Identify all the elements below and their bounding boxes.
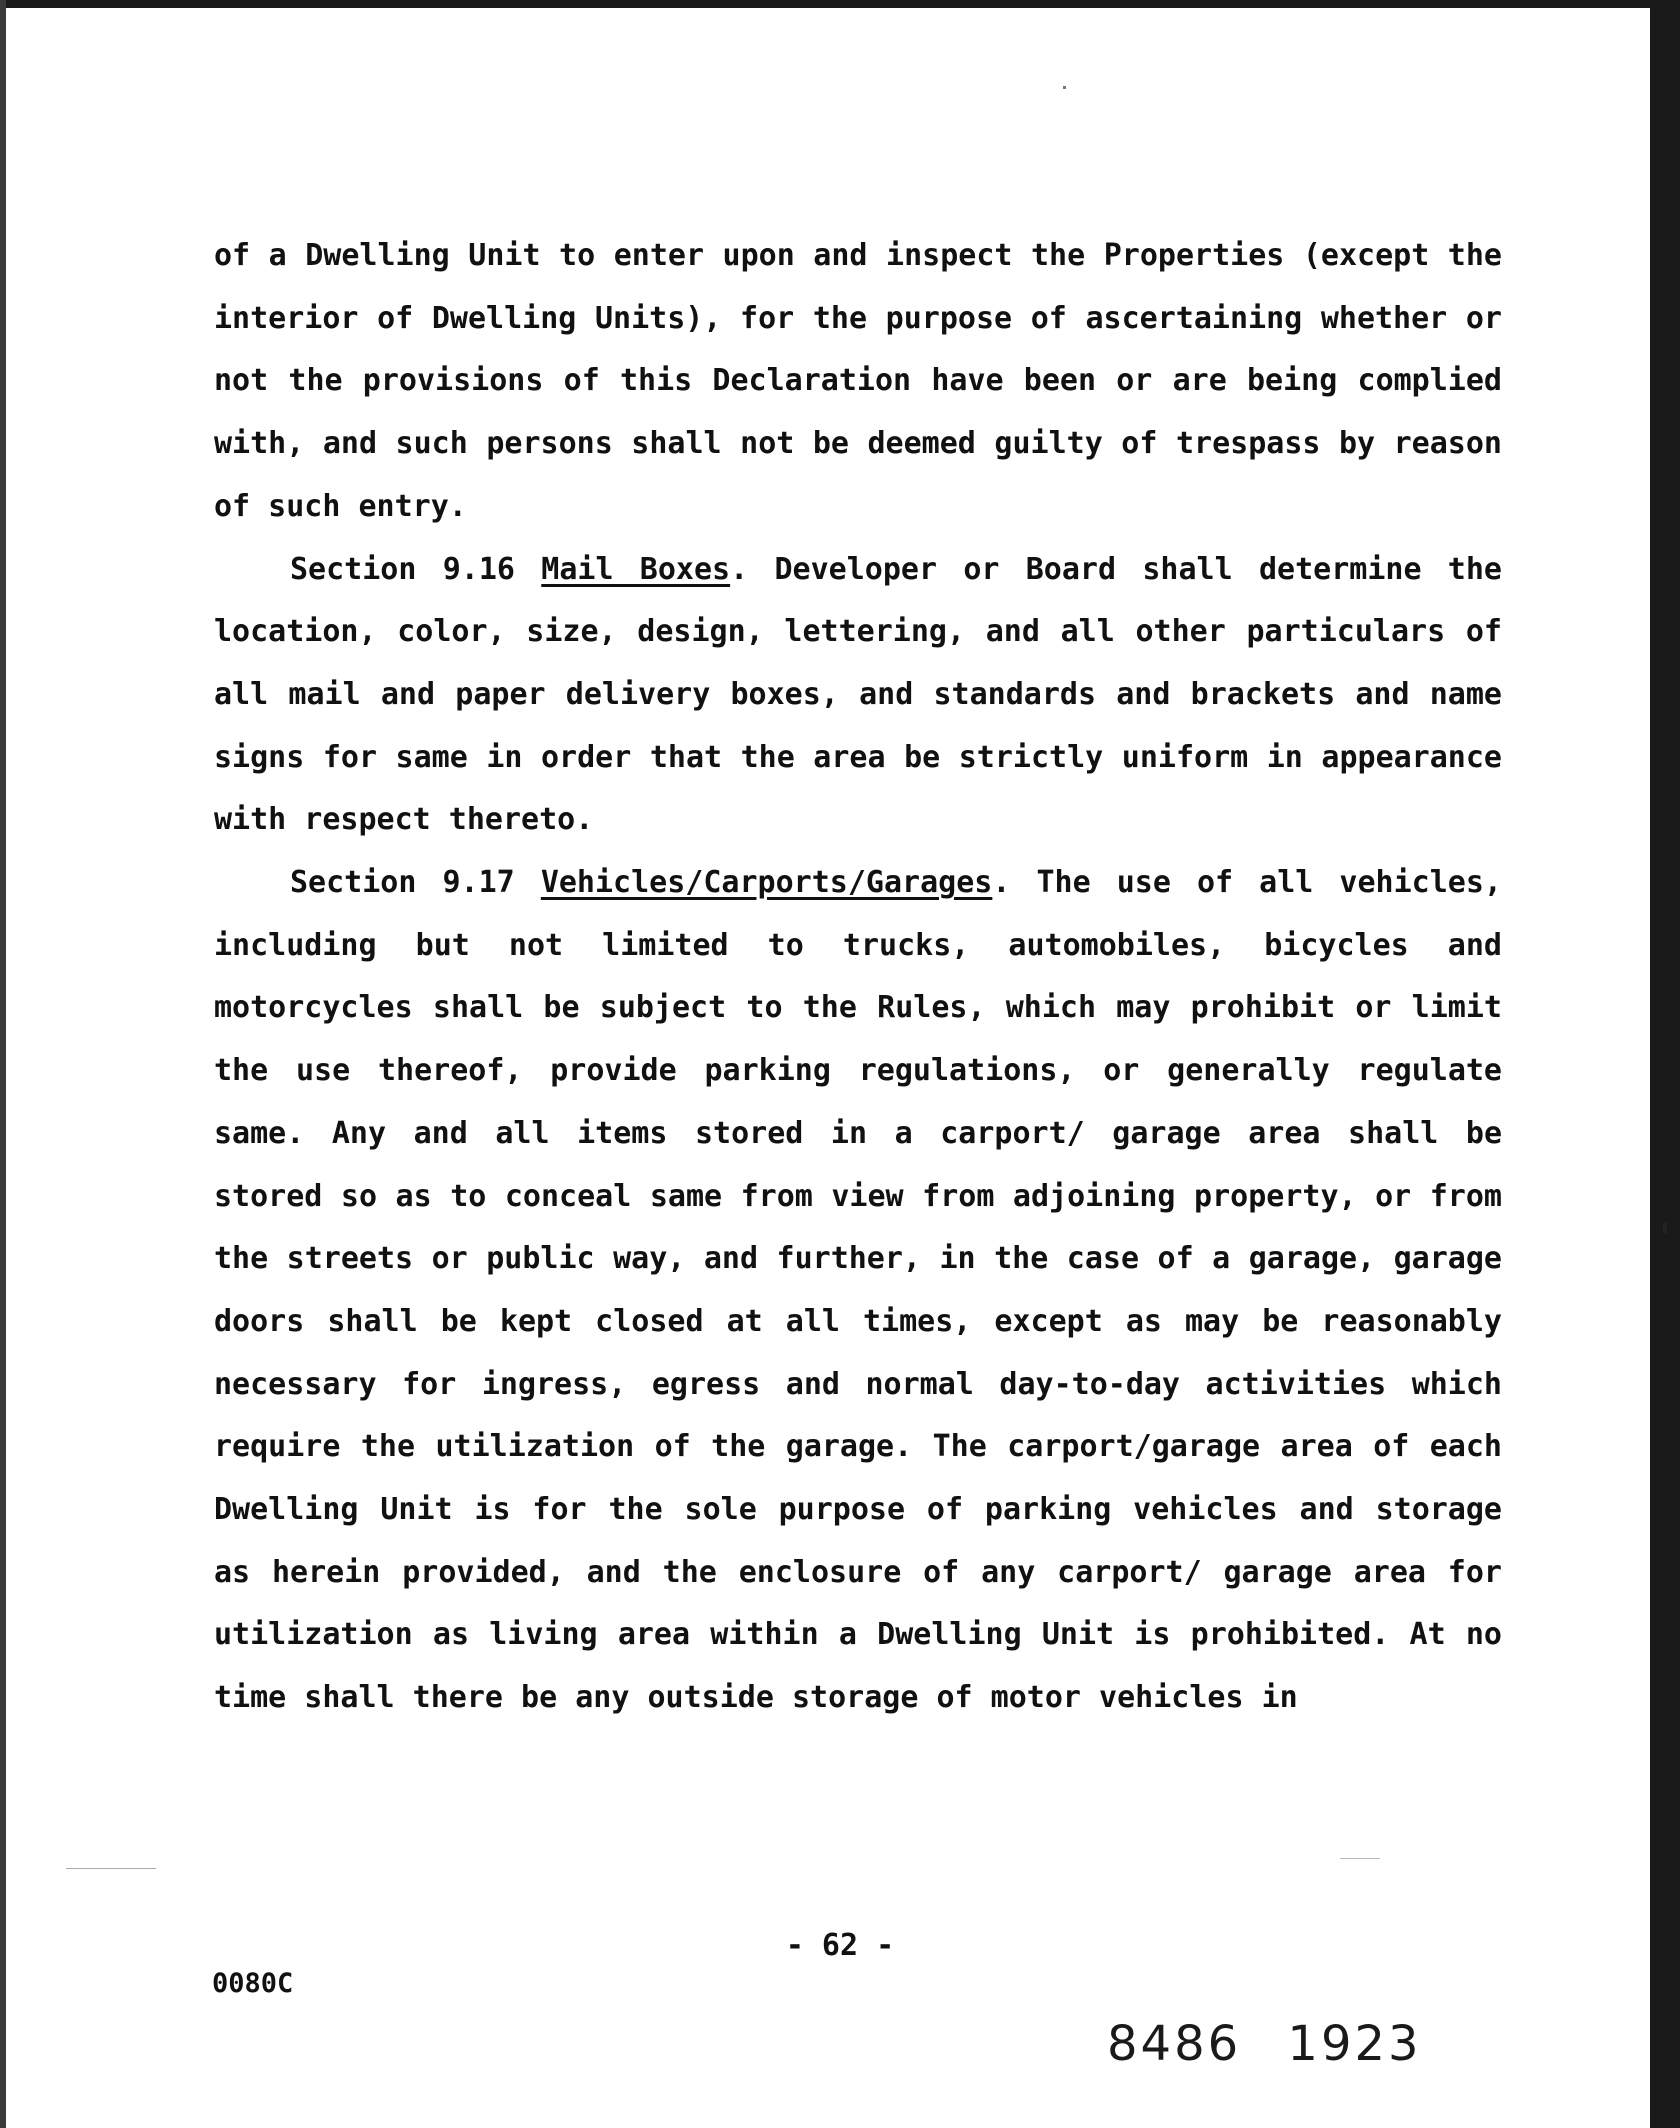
scan-speck — [66, 1868, 156, 1869]
scan-speck — [1340, 1858, 1380, 1859]
scan-border-right — [1650, 0, 1680, 2128]
paragraph-1 — [214, 225, 1502, 539]
paragraph-section-9-16 — [214, 539, 1502, 853]
section-heading-vehicles-carports-garages: Vehicles/Carports/Garages — [540, 865, 993, 901]
document-code: 0080C — [212, 1968, 294, 1999]
document-body — [214, 225, 1502, 1730]
stamped-number: 8486 1923 — [1107, 2016, 1422, 2072]
paragraph-section-9-17 — [214, 852, 1502, 1730]
paragraph-text: of a Dwelling Unit to enter upon and inspect the Properties (except the interior of Dwelling Units), for the purpose of ascertaining whether or not the provisions of this Declaration have been or are being complied with, and such persons shall not be deemed guilty of trespass by reason of such entry. — [214, 238, 1502, 524]
scan-border-top — [0, 0, 1680, 8]
scan-border-left — [0, 0, 6, 2128]
scan-speck — [1663, 1222, 1667, 1234]
section-number: Section 9.17 — [290, 865, 541, 901]
page-number: - 62 - — [785, 1928, 895, 1963]
section-heading-mail-boxes: Mail Boxes — [541, 551, 731, 587]
paragraph-text: . The use of all vehicles, including but not limited to trucks, automobiles, bicycles and motorcycles shall be subject to the Rules, which may prohibit or limit the use thereof, provide parking regulations, or generally regulate same. Any and all items stored in a carport/ garage area shall be stored so as to conceal same from view from adjoining property, or from the streets or public way, and further, in the case of a garage, garage doors shall be kept closed at all times, except as may be reasonably necessary for ingress, egress and normal day-to-day activities which require the utilization of the garage. The carport/garage area of each Dwelling Unit is for the sole purpose of parking vehicles and storage as herein provided, and the enclosure of any carport/ garage area for utilization as living area within a Dwelling Unit is prohibited. At no time shall there be any outside storage of motor vehicles in — [214, 865, 1502, 1716]
scan-speck — [1063, 86, 1066, 89]
paragraph-text: . Developer or Board shall determine the location, color, size, design, lettering, and all other particulars of all mail and paper delivery boxes, and standards and brackets and name signs for same in order that the area be strictly uniform in appearance with respect thereto. — [214, 551, 1502, 838]
section-number: Section 9.16 — [290, 551, 542, 587]
